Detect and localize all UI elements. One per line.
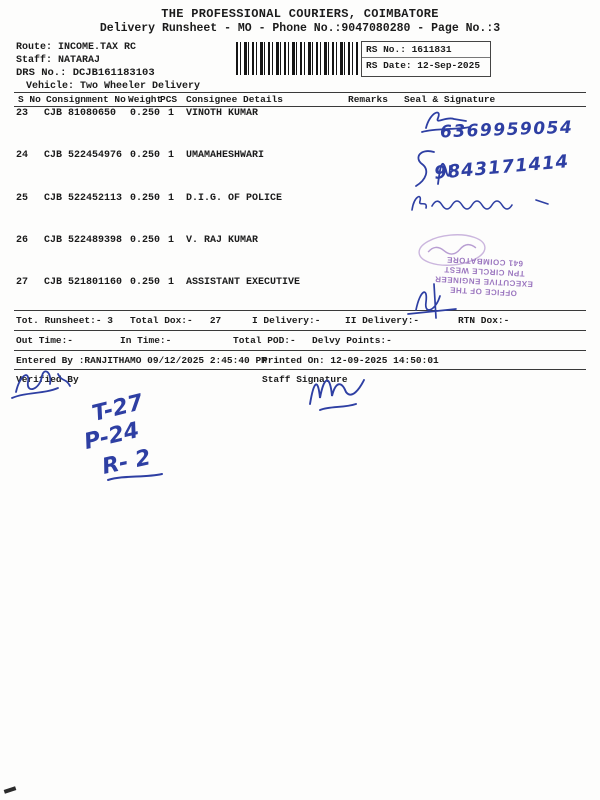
row-consignment: CJB 522454976 xyxy=(44,150,123,161)
total-dox: Total Dox:- 27 xyxy=(130,315,222,326)
staff-line: Staff: NATARAJ xyxy=(16,55,101,66)
row-sno: 24 xyxy=(16,150,29,161)
verified-by-label: Verified By xyxy=(16,374,79,385)
row-consignment: CJB 81080650 xyxy=(44,108,117,119)
company-name: THE PROFESSIONAL COURIERS, COIMBATORE xyxy=(161,7,439,21)
row-consignee: VINOTH KUMAR xyxy=(186,108,259,119)
row-consignee: ASSISTANT EXECUTIVE xyxy=(186,277,301,288)
table-row xyxy=(0,108,600,122)
row-consignee: V. RAJ KUMAR xyxy=(186,235,259,246)
divider xyxy=(14,330,586,331)
stamp-line: OFFICE OF THE xyxy=(449,285,518,299)
table-row xyxy=(0,277,600,291)
row-weight: 0.250 xyxy=(130,150,161,161)
rtn-dox: RTN Dox:- xyxy=(458,315,510,326)
handwritten-note-r2: R- 2 xyxy=(99,445,154,480)
row-weight: 0.250 xyxy=(130,193,161,204)
col-header-pcs: PCS xyxy=(160,94,178,105)
row-sno: 26 xyxy=(16,235,29,246)
note-underline-ink xyxy=(104,472,168,484)
row-sno: 25 xyxy=(16,193,29,204)
table-row xyxy=(0,193,600,207)
table-row xyxy=(0,150,600,164)
handwritten-phone-row-24: 9843171414 xyxy=(433,151,570,184)
row-weight: 0.250 xyxy=(130,108,161,119)
divider xyxy=(14,92,586,93)
handwritten-phone-row-23: 6369959054 xyxy=(439,117,574,143)
in-time: In Time:- xyxy=(120,335,172,346)
rs-date: RS Date: 12-Sep-2025 xyxy=(366,60,481,71)
row-pcs: 1 xyxy=(168,108,175,119)
col-header-remarks: Remarks xyxy=(348,94,388,105)
row-consignee: UMAMAHESHWARI xyxy=(186,150,265,161)
drs-no-line: DRS No.: DCJB161183103 xyxy=(16,67,155,79)
row-weight: 0.250 xyxy=(130,235,161,246)
row-consignment: CJB 522452113 xyxy=(44,193,123,204)
handwritten-note-t27: T-27 xyxy=(89,390,146,427)
col-header-sno: S No xyxy=(18,94,41,105)
row-weight: 0.250 xyxy=(130,277,161,288)
row-consignment: CJB 522489398 xyxy=(44,235,123,246)
row-consignment: CJB 521801160 xyxy=(44,277,123,288)
scan-mark xyxy=(4,786,17,794)
tot-runsheet: Tot. Runsheet:- 3 xyxy=(16,315,113,326)
col-header-seal: Seal & Signature xyxy=(404,94,496,105)
out-time: Out Time:- xyxy=(16,335,74,346)
table-row xyxy=(0,235,600,249)
row-pcs: 1 xyxy=(168,193,175,204)
divider xyxy=(14,310,586,311)
col-header-consignment: Consignment No xyxy=(46,94,126,105)
col-header-weight: Weight xyxy=(128,94,163,105)
i-delivery: I Delivery:- xyxy=(252,315,321,326)
document-title: Delivery Runsheet - MO - Phone No.:9047080280 - Page No.:3 xyxy=(99,22,501,35)
rs-no: RS No.: 1611831 xyxy=(362,42,490,58)
row-pcs: 1 xyxy=(168,150,175,161)
rs-info-box xyxy=(361,41,491,77)
stamp-line: TPN CIRCLE WEST xyxy=(443,265,525,279)
stamp-line: 641 COIMBATORE xyxy=(446,255,524,269)
entered-by: Entered By :RANJITHAMO 09/12/2025 2:45:40 PM xyxy=(16,355,267,366)
total-pod: Total POD:- xyxy=(233,335,296,346)
row-sno: 23 xyxy=(16,108,29,119)
col-header-consignee: Consignee Details xyxy=(186,94,283,105)
divider xyxy=(14,350,586,351)
row-pcs: 1 xyxy=(168,277,175,288)
delvy-points: Delvy Points:- xyxy=(312,335,392,346)
stamp-line: EXECUTIVE ENGINEER xyxy=(434,274,534,290)
vehicle-line: Vehicle: Two Wheeler Delivery xyxy=(26,81,201,92)
route-line: Route: INCOME.TAX RC xyxy=(16,42,137,53)
divider xyxy=(14,369,586,370)
divider xyxy=(14,106,586,107)
ii-delivery: II Delivery:- xyxy=(345,315,420,326)
printed-on: Printed On: 12-09-2025 14:50:01 xyxy=(262,355,439,366)
row-consignee: D.I.G. OF POLICE xyxy=(186,193,283,204)
row-sno: 27 xyxy=(16,277,29,288)
barcode-icon xyxy=(236,42,358,75)
row-pcs: 1 xyxy=(168,235,175,246)
handwritten-note-p24: P-24 xyxy=(81,418,142,455)
staff-signature-label: Staff Signature xyxy=(262,374,348,385)
